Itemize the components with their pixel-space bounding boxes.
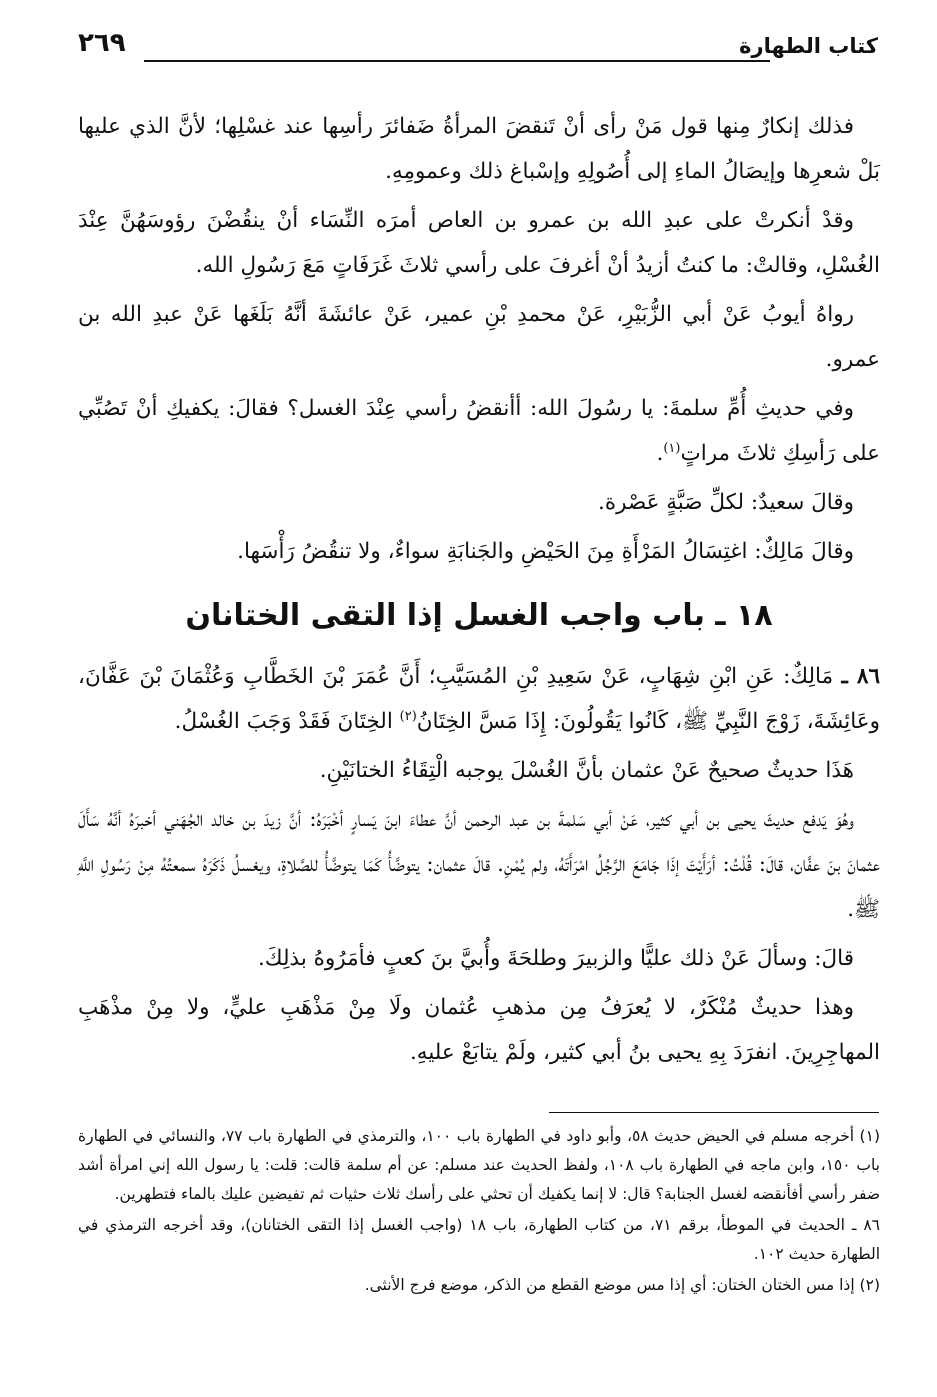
hadith-number: ٨٦ ـ [841, 664, 880, 689]
hadith-86 [78, 654, 880, 744]
paragraph: وقدْ أنكرتْ على عبدِ الله بن عمرو بن العاص أمرَه النِّسَاء أنْ ينقُضْنَ رؤوسَهُنَّ عِنْدَ الغُسْلِ، وقالتْ: ما كنتُ أزيدُ أنْ أغرفَ على رأسي ثلاثَ غَرَفَاتٍ مَعَ رَسُولِ الله. [78, 208, 880, 278]
paragraph: فذلك إنكارٌ مِنها قول مَنْ رأى أنْ تَنقضَ المرأةُ ضَفائرَ رأسِها عند غسْلِها؛ لأنَّ الذي عليها بَلْ شعرِها وإيصَالُ الماءِ إلى أُصُولِهِ وإسْباغ ذلك وعمومِهِ. [78, 114, 880, 184]
page-header [78, 28, 878, 68]
paragraph: رواهُ أيوبُ عَنْ أبي الزُّبَيْرِ، عَنْ محمدِ بْنِ عمير، عَنْ عائشَةَ أنَّهُ بَلَغَها عَنْ عبدِ الله بن عمرو. [78, 302, 880, 372]
footnote-marker: (١) [663, 440, 681, 456]
footnote: (٢) إذا مس الختان الختان: أي إذا مس موضع القطع من الذكر، موضع فرج الأنثى. [364, 1276, 880, 1294]
running-title: كتاب الطهارة [739, 34, 878, 58]
footnote-marker: (٢) [399, 708, 417, 724]
footnote: (١) أخرجه مسلم في الحيض حديث ٥٨، وأبو داود في الطهارة باب ١٠٠، والترمذي في الطهارة باب ٧٧، والنسائي في الطهارة باب ١٥٠، وابن ماجه في الطهارة باب ١٠٨، ولفظ الحديث عند مسلم: عن أم سلمة قالت: قلت: يا رسول الله إني امرأة أشد ضفر رأسي أفأنقضه لغسل الجنابة؟ قال: لا إنما يكفيك أن تحثي على رأسك ثلاث حثيات ثم تفيضين عليك بالماء فتطهرين. [78, 1127, 880, 1203]
paragraph [78, 386, 880, 476]
paragraph-end: . [656, 441, 664, 466]
paragraph: وهُوَ يَدفع حديثَ يحيى بن أبي كثير، عَنْ أبي سَلمةَ بن عبد الرحمن أنَّ عطاءَ ابنَ يَسارٍ أخْبَرَهُ: أنَّ زيدَ بن خالد الجُهَني أخبرَهُ أنَّهُ سَأَلَ عثمانَ بنَ عفَّان، قالَ: قُلْتُ: أرَأَيْتَ إذَا جَامَعَ الرَّجُلُ امْرَأَتَهُ، ولم يُمْنِ. قالَ عثمان: يتوضَّأُ كَمَا يتوضَّأُ للصَّلاةِ، ويغسلُ ذَكَرَهُ سمعتُهُ مِنْ رَسُولِ اللَّهِ ﷺ. [78, 807, 880, 922]
footnote: ٨٦ ـ الحديث في الموطأ، برقم ٧١، من كتاب الطهارة، باب ١٨ (واجب الغسل إذا التقى الختانان)، وقد أخرجه الترمذي في الطهارة حديث ١٠٢. [78, 1216, 880, 1263]
footnote-rule [549, 1112, 879, 1113]
main-text [78, 104, 880, 1079]
paragraph: هَذَا حديثٌ صحيحٌ عَنْ عثمان بأنَّ الغُسْلَ يوجبه الْتِقَاءُ الختانَيْنِ. [319, 758, 854, 783]
paragraph: وهذا حديثٌ مُنْكَرٌ، لا يُعرَفُ مِن مذهبِ عُثمان ولَا مِنْ مَذْهَبِ عليٍّ، ولا مِنْ مذْهَبِ المهاجِرِينَ. انفرَدَ بِهِ يحيى بنُ أبي كثير، ولَمْ يتابَعْ عليهِ. [78, 995, 880, 1065]
footnotes [78, 1122, 880, 1302]
hadith-text: مَالِكٌ: عَنِ ابْنِ شِهَابٍ، عَنْ سَعِيدِ بْنِ المُسَيَّبِ؛ أَنَّ عُمَرَ بْنَ الخَطَّابِ وَعُثْمَانَ بْنَ عَفَّانَ، وعَائِشَةَ، زَوْجَ النَّبِيِّ ﷺ، كَانُوا يَقُولُونَ: إِذَا مَسَّ الخِتَانُ [78, 664, 880, 734]
paragraph: قالَ: وسألَ عَنْ ذلك عليًّا والزبيرَ وطلحَةَ وأُبيَّ بنَ كعبٍ فأمَرُوهُ بذلِكَ. [258, 946, 854, 971]
paragraph: وقالَ مَالِكٌ: اغتِسَالُ المَرْأَةِ مِنَ الحَيْضِ والجَنابَةِ سواءٌ، ولا تنقُضُ رَأْسَها. [237, 539, 854, 564]
page-number: ٢٦٩ [78, 28, 126, 58]
paragraph-text: وفي حديثِ أُمِّ سلمةَ: يا رسُولَ الله: أأنقضُ رأسي عِنْدَ الغسل؟ فقالَ: يكفيكِ أنْ تَصُبِّي على رَأسِكِ ثلاثَ مراتٍ [78, 396, 880, 466]
header-rule [144, 60, 770, 62]
chapter-heading: ١٨ ـ باب واجب الغسل إذا التقى الختانان [185, 598, 773, 633]
paragraph: وقالَ سعيدٌ: لكلِّ صَبَّةٍ عَصْرة. [598, 490, 854, 515]
hadith-text-end: الخِتَانَ فَقَدْ وَجَبَ الغُسْلُ. [174, 709, 400, 734]
